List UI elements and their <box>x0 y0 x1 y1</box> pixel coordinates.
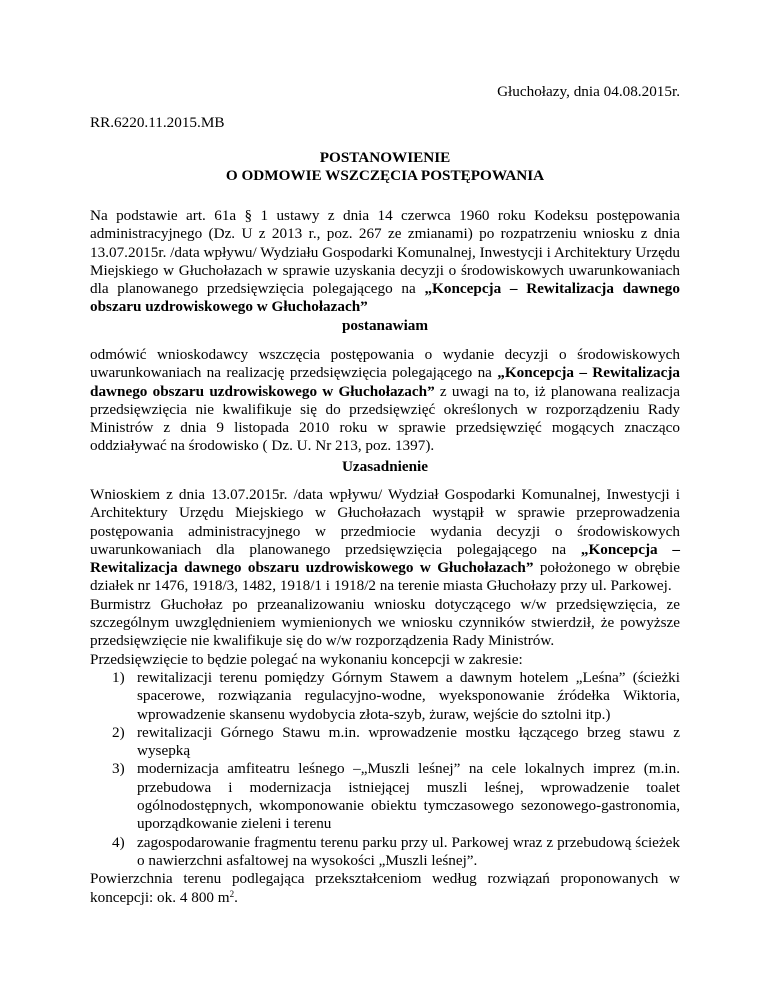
scope-item <box>112 724 680 761</box>
intro-project-name: „Koncepcja – Rewitalizacja dawnego obszaru uzdrowiskowego w Głuchołazach” <box>90 280 680 316</box>
title-line-1: POSTANOWIENIE <box>319 149 451 166</box>
intro-text <box>90 207 680 317</box>
scope-item-text: rewitalizacji Górnego Stawu m.in. wprowadzenie mostku łączącego brzeg stawu z wysepką <box>137 723 680 760</box>
decision-text <box>90 346 680 456</box>
place-date: Głuchołazy, dnia 04.08.2015r. <box>497 83 680 100</box>
decision-heading: postanawiam <box>341 317 429 334</box>
justification-p1-location: położonego w obrębie działek nr 1476, 1918/3, 1482, 1918/1 i 1918/2 na terenie miasta Głuchołazy przy ul. Parkowej. <box>90 559 680 595</box>
justification-p4 <box>90 870 680 907</box>
justification-p1-plain: Wnioskiem z dnia 13.07.2015r. /data wpływu/ Wydział Gospodarki Komunalnej, Inwestycji i Architektury Urzędu Miejskiego w Głuchołazach wystąpił w sprawie przeprowadzenia postępowania administracyjnego w przedmiocie wydania decyzji o środowiskowych uwarunkowaniach dla planowanego przedsięwzięcia polegającego na <box>90 486 680 558</box>
intro-paragraph <box>90 207 680 317</box>
scope-item-text: zagospodarowanie fragmentu terenu parku przy ul. Parkowej wraz z przebudową ścieżek o nawierzchni asfaltowej na wysokości „Muszli leśnej”. <box>137 833 680 869</box>
document-title <box>90 149 680 186</box>
scope-item-text: rewitalizacji terenu pomiędzy Górnym Stawem a dawnym hotelem „Leśna” (ścieżki spacerowe, rozwiązania regulacyjno-wodne, wyeksponowanie źródełka Wiktoria, wprowadzenie skansenu wydobycia złota-szyb, żuraw, wejście do sztolni itp.) <box>137 668 680 723</box>
scope-item-text: modernizacja amfiteatru leśnego –„Muszli leśnej” na cele lokalnych imprez (m.in. przebudowa i modernizacja istniejącej muszli leśnej, wprowadzenie toalet ogólnodostępnych, wkomponowanie obiektu tymczasowego sezonowego-gastronomia, uporządkowanie zieleni i terenu <box>137 760 680 833</box>
decision-reason: z uwagi na to, iż planowana realizacja przedsięwzięcia nie kwalifikuje się do przedsięwzięć określonych w rozporządzeniu Rady Ministrów z dnia 9 listopada 2010 roku w sprawie przedsięwzięć mogących znacząco oddziaływać na środowisko ( Dz. U. Nr 213, poz. 1397). <box>90 382 680 455</box>
justification-body <box>90 486 680 907</box>
decision-plain: odmówić wnioskodawcy wszczęcia postępowania o wydanie decyzji o środowiskowych uwarunkowaniach na realizację przedsięwzięcia polegającego na <box>90 346 680 382</box>
scope-item <box>112 834 680 871</box>
scope-item <box>112 760 680 833</box>
decision-paragraph <box>90 346 680 456</box>
intro-plain: Na podstawie art. 61a § 1 ustawy z dnia 14 czerwca 1960 roku Kodeksu postępowania administracyjnego (Dz. U z 2013 r., poz. 267 ze zmianami) po rozpatrzeniu wniosku z dnia 13.07.2015r. /data wpływu/ Wydziału Gospodarki Komunalnej, Inwestycji i Architektury Urzędu Miejskiego w Głuchołazach w sprawie uzyskania decyzji o środowiskowych uwarunkowaniach dla planowanego przedsięwzięcia polegającego na <box>90 207 680 298</box>
decision-project-name: „Koncepcja – Rewitalizacja dawnego obszaru uzdrowiskowego w Głuchołazach” <box>90 364 680 400</box>
area-unit-exponent: 2 <box>229 888 235 899</box>
area-text-end: . <box>234 888 238 906</box>
justification-heading: Uzasadnienie <box>341 458 429 475</box>
area-text: Powierzchnia terenu podlegająca przekształceniom według rozwiązań proponowanych w koncepcji: ok. 4 800 m <box>90 870 680 906</box>
scope-item <box>112 669 680 724</box>
scope-item-number: 2) <box>112 723 125 741</box>
scope-item-number: 4) <box>112 833 125 851</box>
scope-item-number: 3) <box>112 760 125 778</box>
title-line-2: O ODMOWIE WSZCZĘCIA POSTĘPOWANIA <box>225 167 545 185</box>
justification-p1 <box>90 486 680 596</box>
scope-item-number: 1) <box>112 668 125 686</box>
justification-project-name: „Koncepcja – Rewitalizacja dawnego obszaru uzdrowiskowego w Głuchołazach” <box>90 540 680 577</box>
reference-number: RR.6220.11.2015.MB <box>90 114 225 131</box>
scope-list <box>90 669 680 870</box>
justification-p3: Przedsięwzięcie to będzie polegać na wykonaniu koncepcji w zakresie: <box>90 650 523 668</box>
justification-p2: Burmistrz Głuchołaz po przeanalizowaniu wniosku dotyczącego w/w przedsięwzięcia, ze szczególnym uwzględnieniem wymienionych we wniosku czynników stwierdził, że powyższe przedsięwzięcie nie kwalifikuje się do w/w rozporządzenia Rady Ministrów. <box>90 595 680 650</box>
